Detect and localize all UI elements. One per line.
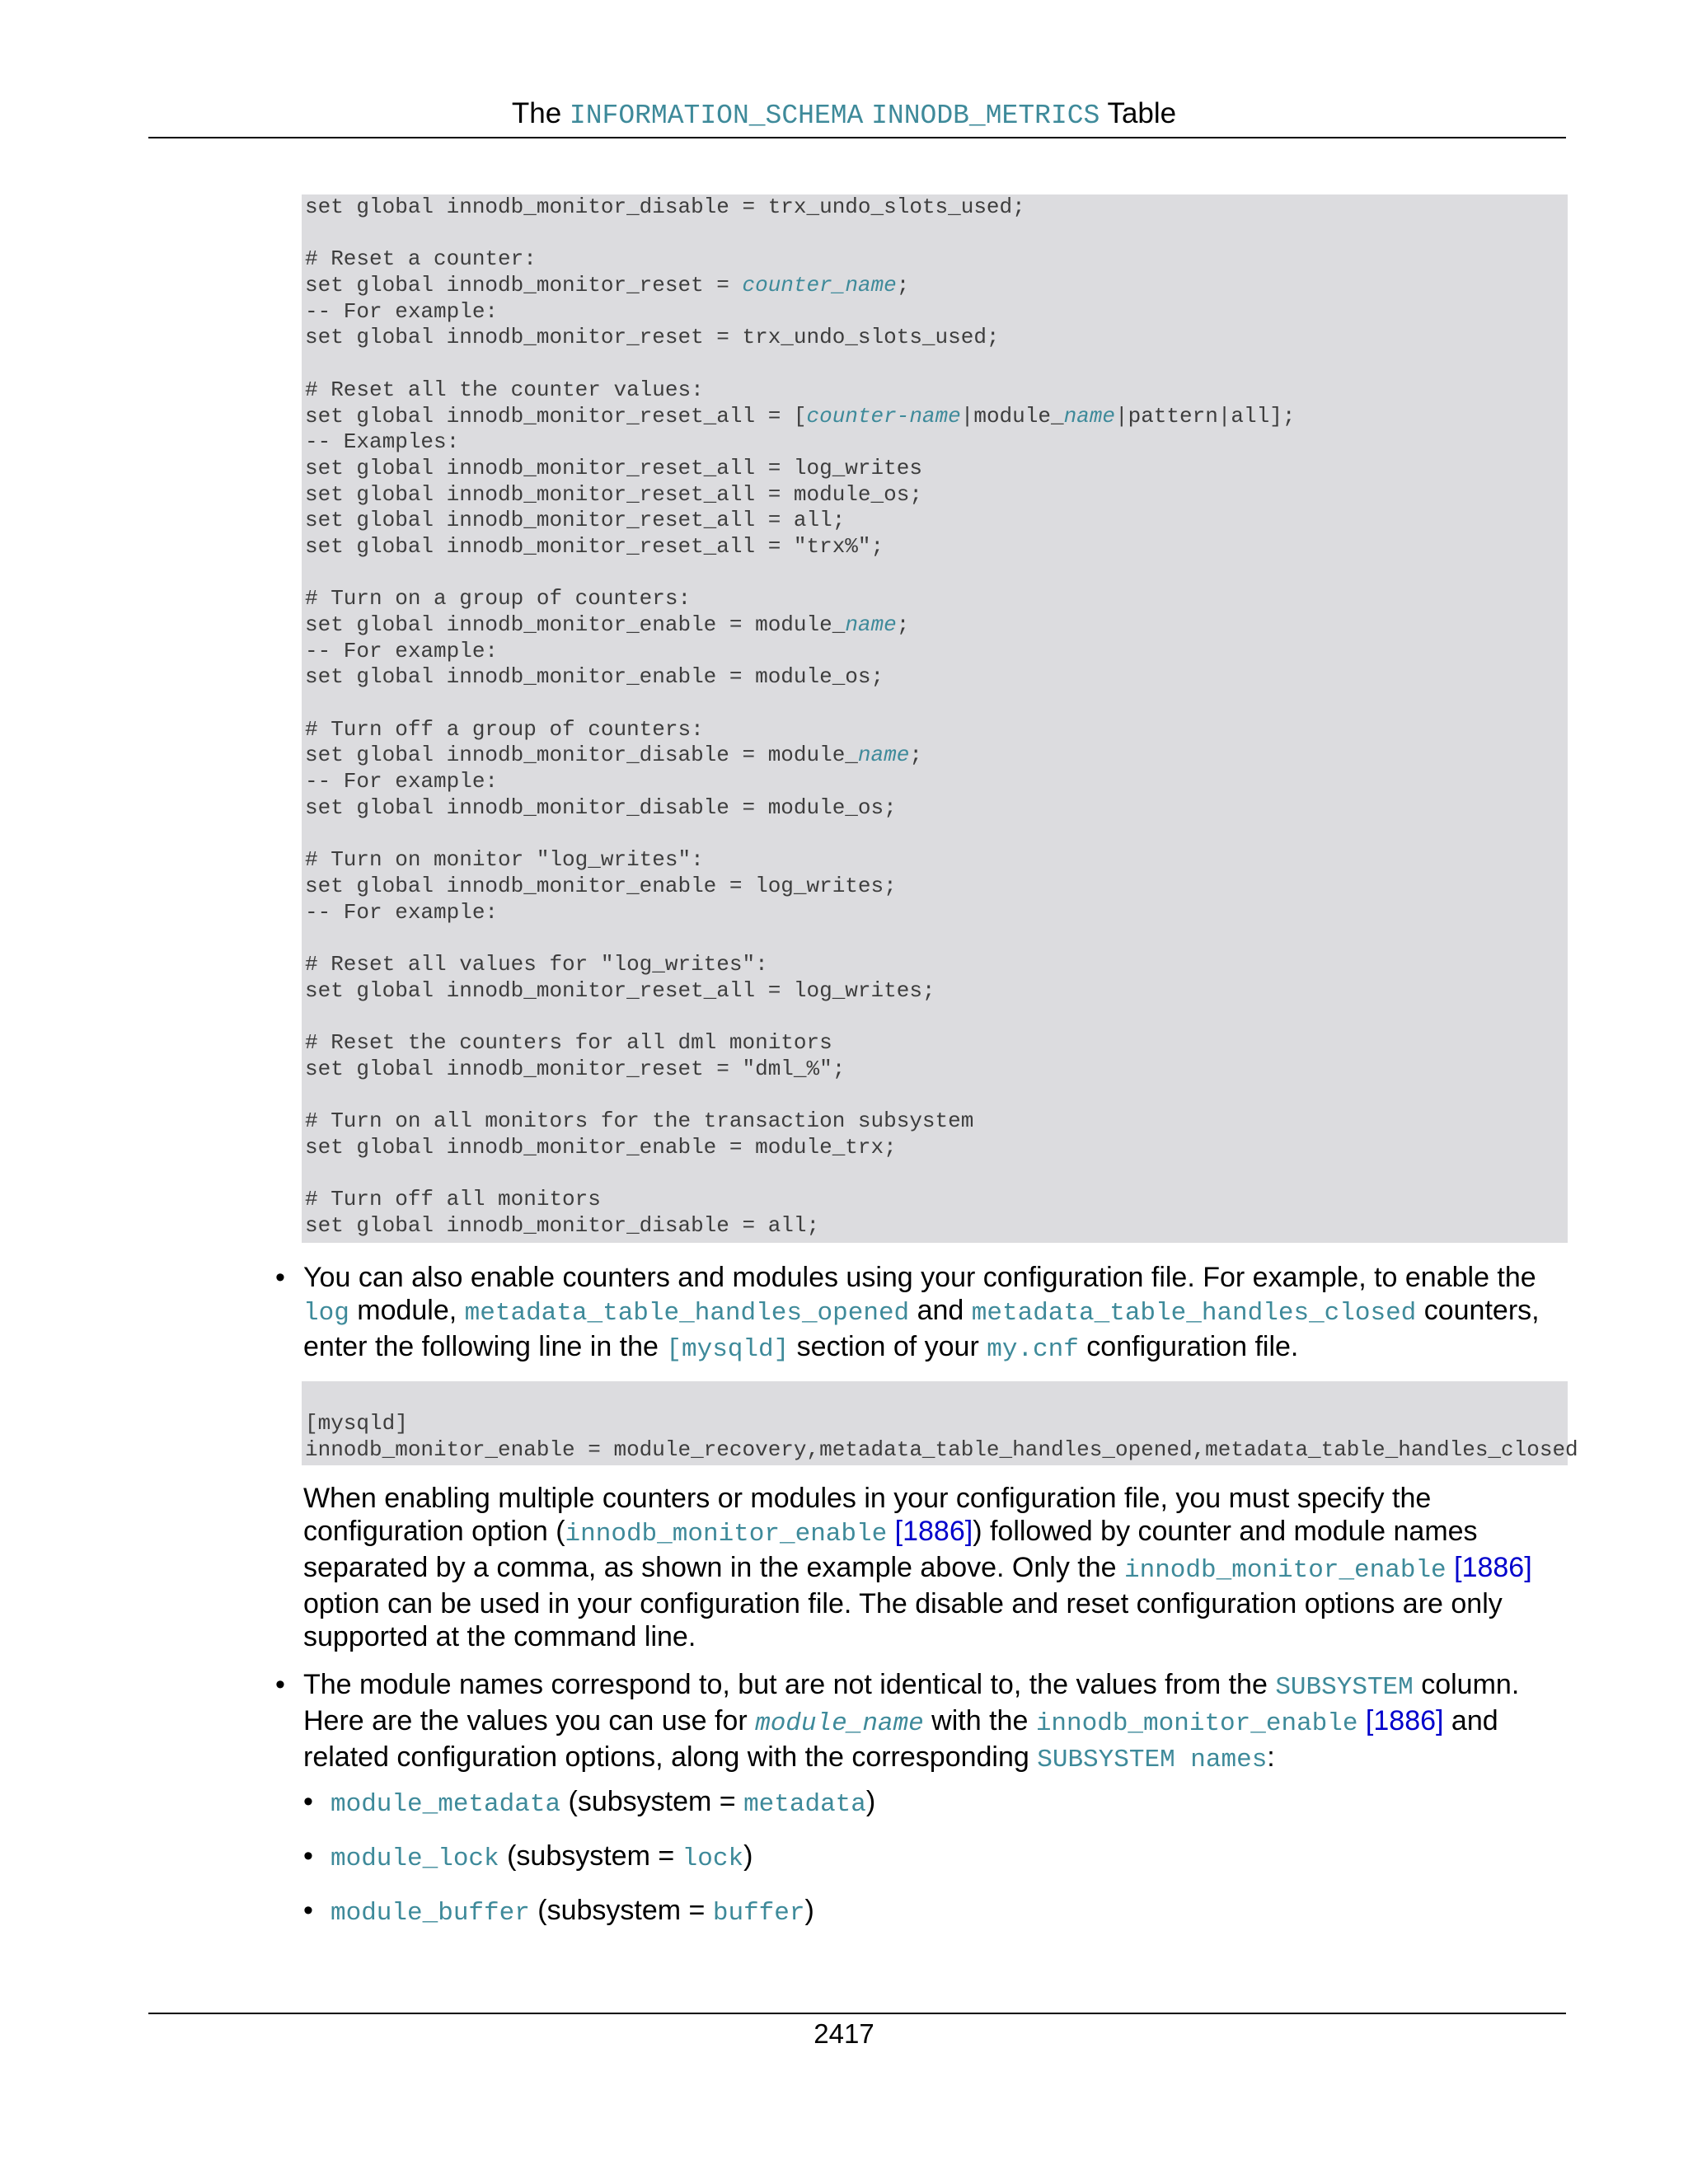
text-run: module, bbox=[349, 1295, 465, 1326]
code-line bbox=[305, 194, 1564, 221]
header-code-schema: INFORMATION_SCHEMA bbox=[569, 101, 864, 131]
code-line bbox=[305, 325, 1564, 351]
code-text: set global innodb_monitor_disable = module_ bbox=[305, 743, 858, 768]
code-text: set global innodb_monitor_disable = all; bbox=[305, 1212, 820, 1238]
code-module: module_lock bbox=[331, 1844, 499, 1873]
header-rule bbox=[148, 137, 1566, 138]
code-placeholder: name bbox=[1063, 403, 1115, 429]
code-text: set global innodb_monitor_reset_all = log_writes; bbox=[305, 977, 935, 1003]
text-run: and bbox=[909, 1295, 972, 1326]
code-line bbox=[305, 221, 1564, 247]
code-text: # Reset a counter: bbox=[305, 246, 537, 272]
code-my-cnf: my.cnf bbox=[987, 1335, 1079, 1364]
code-block-mysqld-config bbox=[302, 1381, 1578, 1465]
code-text: set global innodb_monitor_reset_all = "trx%"; bbox=[305, 533, 884, 559]
code-log: log bbox=[303, 1299, 349, 1328]
text-run: configuration file. bbox=[1078, 1331, 1299, 1362]
code-text: ; bbox=[909, 743, 922, 768]
code-line bbox=[305, 1108, 1564, 1135]
code-line bbox=[305, 847, 1564, 874]
text-run: option can be used in your configuration file. The disable and reset configuration options are only supported at the command line. bbox=[303, 1588, 1503, 1652]
header-prefix: The bbox=[511, 97, 562, 129]
footer-rule bbox=[148, 2013, 1566, 2014]
code-module: module_metadata bbox=[331, 1790, 561, 1819]
code-text: -- For example: bbox=[305, 638, 499, 663]
code-text: # Reset the counters for all dml monitors bbox=[305, 1030, 832, 1055]
code-line bbox=[305, 1082, 1564, 1108]
page-number: 2417 bbox=[814, 2018, 874, 2049]
text-run: ) bbox=[865, 1786, 876, 1817]
code-module-name: module_name bbox=[755, 1709, 924, 1738]
list-item bbox=[303, 1894, 814, 1930]
code-placeholder: name bbox=[845, 612, 897, 637]
bullet-dot: • bbox=[275, 1669, 285, 1700]
code-innodb-monitor-enable-link[interactable]: innodb_monitor_enable bbox=[1035, 1709, 1358, 1738]
code-text: set global innodb_monitor_enable = module_ bbox=[305, 612, 846, 637]
text-run: (subsystem = bbox=[499, 1840, 682, 1872]
code-line bbox=[305, 246, 1564, 273]
code-line bbox=[305, 429, 1564, 456]
code-innodb-monitor-enable-link[interactable]: innodb_monitor_enable bbox=[565, 1520, 888, 1549]
code-line bbox=[305, 822, 1564, 848]
bullet-dot: • bbox=[303, 1895, 313, 1926]
text-run: When enabling multiple counters or modules in your configuration file, you must specify the configuration option ( bbox=[303, 1483, 1432, 1547]
bullet-dot: • bbox=[275, 1262, 285, 1293]
code-subsystem-value: metadata bbox=[743, 1790, 866, 1819]
code-text: -- For example: bbox=[305, 298, 499, 324]
code-text: set global innodb_monitor_reset = bbox=[305, 273, 743, 298]
code-line: innodb_monitor_enable = module_recovery,metadata_table_handles_opened,metadata_table_handles_closed bbox=[305, 1436, 1578, 1462]
text-run: ) bbox=[743, 1840, 753, 1872]
text-run: and related configuration options, along with the corresponding bbox=[303, 1705, 1498, 1773]
code-line bbox=[305, 1135, 1564, 1161]
page-header bbox=[0, 96, 1688, 134]
code-text: ; bbox=[896, 273, 910, 298]
header-suffix: Table bbox=[1107, 97, 1177, 129]
code-innodb-monitor-enable-link[interactable]: innodb_monitor_enable bbox=[1124, 1556, 1447, 1585]
header-code-table: INNODB_METRICS bbox=[871, 101, 1100, 131]
code-placeholder: counter_name bbox=[742, 273, 897, 298]
code-subsystem-value: lock bbox=[682, 1844, 744, 1873]
code-line bbox=[305, 1057, 1564, 1083]
code-text: -- For example: bbox=[305, 769, 499, 794]
code-text: ; bbox=[896, 612, 910, 637]
code-text: set global innodb_monitor_enable = log_writes; bbox=[305, 873, 897, 898]
code-block-monitor-commands bbox=[302, 194, 1568, 1243]
code-line bbox=[305, 1030, 1564, 1057]
code-text: set global innodb_monitor_reset_all = module_os; bbox=[305, 481, 922, 507]
code-text: # Turn on all monitors for the transaction subsystem bbox=[305, 1108, 974, 1134]
code-line bbox=[305, 900, 1564, 926]
code-text: # Turn off all monitors bbox=[305, 1187, 601, 1212]
text-run: You can also enable counters and modules using your configuration file. For example, to enable the bbox=[303, 1262, 1536, 1293]
text-run: (subsystem = bbox=[529, 1895, 713, 1926]
text-run: ) bbox=[804, 1895, 814, 1926]
code-text: set global innodb_monitor_disable = trx_undo_slots_used; bbox=[305, 194, 1025, 219]
code-line bbox=[305, 351, 1564, 377]
code-line bbox=[305, 769, 1564, 795]
bullet-config-text bbox=[303, 1261, 1578, 1366]
code-line bbox=[305, 664, 1564, 691]
code-line bbox=[305, 639, 1564, 665]
code-line bbox=[305, 978, 1564, 1005]
list-item bbox=[303, 1785, 875, 1821]
code-line bbox=[305, 1004, 1564, 1030]
code-text: # Reset all values for "log_writes": bbox=[305, 951, 768, 977]
bullet-dot: • bbox=[303, 1840, 313, 1872]
page-ref-link[interactable]: [1886] bbox=[887, 1516, 973, 1547]
code-line bbox=[305, 482, 1564, 509]
code-line bbox=[305, 534, 1564, 560]
code-line bbox=[305, 299, 1564, 326]
code-placeholder: counter-name bbox=[806, 403, 961, 429]
text-run: ) followed by counter and module names separated by a comma, as shown in the example above. Only the bbox=[303, 1516, 1478, 1583]
code-text: |pattern|all]; bbox=[1114, 403, 1296, 429]
bullet-module-names bbox=[275, 1668, 1578, 1777]
code-text: -- Examples: bbox=[305, 429, 460, 455]
code-line bbox=[305, 795, 1564, 822]
code-line bbox=[305, 456, 1564, 482]
paragraph-multiple-counters bbox=[303, 1482, 1573, 1653]
code-handles-closed: metadata_table_handles_closed bbox=[971, 1299, 1417, 1328]
code-subsystem-names: SUBSYSTEM names bbox=[1037, 1746, 1268, 1774]
code-subsystem: SUBSYSTEM bbox=[1275, 1673, 1414, 1702]
code-line bbox=[305, 691, 1564, 717]
code-line bbox=[305, 377, 1564, 404]
code-text: set global innodb_monitor_enable = module_trx; bbox=[305, 1134, 897, 1160]
code-placeholder: name bbox=[857, 743, 910, 768]
code-subsystem-value: buffer bbox=[712, 1899, 805, 1928]
bullet-dot: • bbox=[303, 1786, 313, 1817]
page-ref-link[interactable]: [1886] bbox=[1446, 1552, 1532, 1583]
code-text: set global innodb_monitor_reset_all = all; bbox=[305, 508, 846, 533]
code-line bbox=[305, 952, 1564, 978]
code-line bbox=[305, 743, 1564, 769]
code-line: [mysqld] bbox=[305, 1411, 408, 1436]
code-line bbox=[305, 874, 1564, 900]
code-text: # Turn on monitor "log_writes": bbox=[305, 847, 704, 873]
code-text: |module_ bbox=[960, 403, 1064, 429]
code-text: # Turn off a group of counters: bbox=[305, 716, 704, 742]
code-handles-opened: metadata_table_handles_opened bbox=[464, 1299, 910, 1328]
list-item bbox=[303, 1840, 753, 1876]
code-line bbox=[305, 1187, 1564, 1213]
text-run: The module names correspond to, but are not identical to, the values from the bbox=[303, 1669, 1276, 1700]
code-text: set global innodb_monitor_reset_all = [ bbox=[305, 403, 807, 429]
code-text: set global innodb_monitor_reset = trx_undo_slots_used; bbox=[305, 325, 1000, 350]
code-line bbox=[305, 717, 1564, 743]
code-line bbox=[305, 273, 1564, 299]
text-run: with the bbox=[923, 1705, 1036, 1736]
bullet-config-file bbox=[275, 1261, 1578, 1366]
code-mysqld-section: [mysqld] bbox=[666, 1335, 790, 1364]
code-line bbox=[305, 926, 1564, 952]
code-line bbox=[305, 404, 1564, 430]
code-text: # Turn on a group of counters: bbox=[305, 586, 692, 612]
code-text: set global innodb_monitor_reset = "dml_%"; bbox=[305, 1056, 846, 1081]
code-line bbox=[305, 586, 1564, 612]
code-module: module_buffer bbox=[331, 1899, 530, 1928]
text-run: (subsystem = bbox=[560, 1786, 744, 1817]
text-run: section of your bbox=[789, 1331, 987, 1362]
page-ref-link[interactable]: [1886] bbox=[1357, 1705, 1444, 1736]
bullet-module-names-text bbox=[303, 1668, 1578, 1777]
code-line bbox=[305, 560, 1564, 587]
code-line bbox=[305, 508, 1564, 534]
code-line bbox=[305, 612, 1564, 639]
code-text: -- For example: bbox=[305, 899, 499, 925]
code-line bbox=[305, 1213, 1564, 1240]
code-text: set global innodb_monitor_enable = module_os; bbox=[305, 664, 884, 690]
code-text: # Reset all the counter values: bbox=[305, 377, 704, 402]
code-line bbox=[305, 1160, 1564, 1187]
code-text: set global innodb_monitor_disable = module_os; bbox=[305, 794, 897, 820]
code-text: set global innodb_monitor_reset_all = log_writes bbox=[305, 455, 922, 480]
text-run: : bbox=[1267, 1741, 1275, 1773]
text-run: counters, enter the following line in the bbox=[303, 1295, 1540, 1362]
text-run: column. Here are the values you can use for bbox=[303, 1669, 1520, 1736]
